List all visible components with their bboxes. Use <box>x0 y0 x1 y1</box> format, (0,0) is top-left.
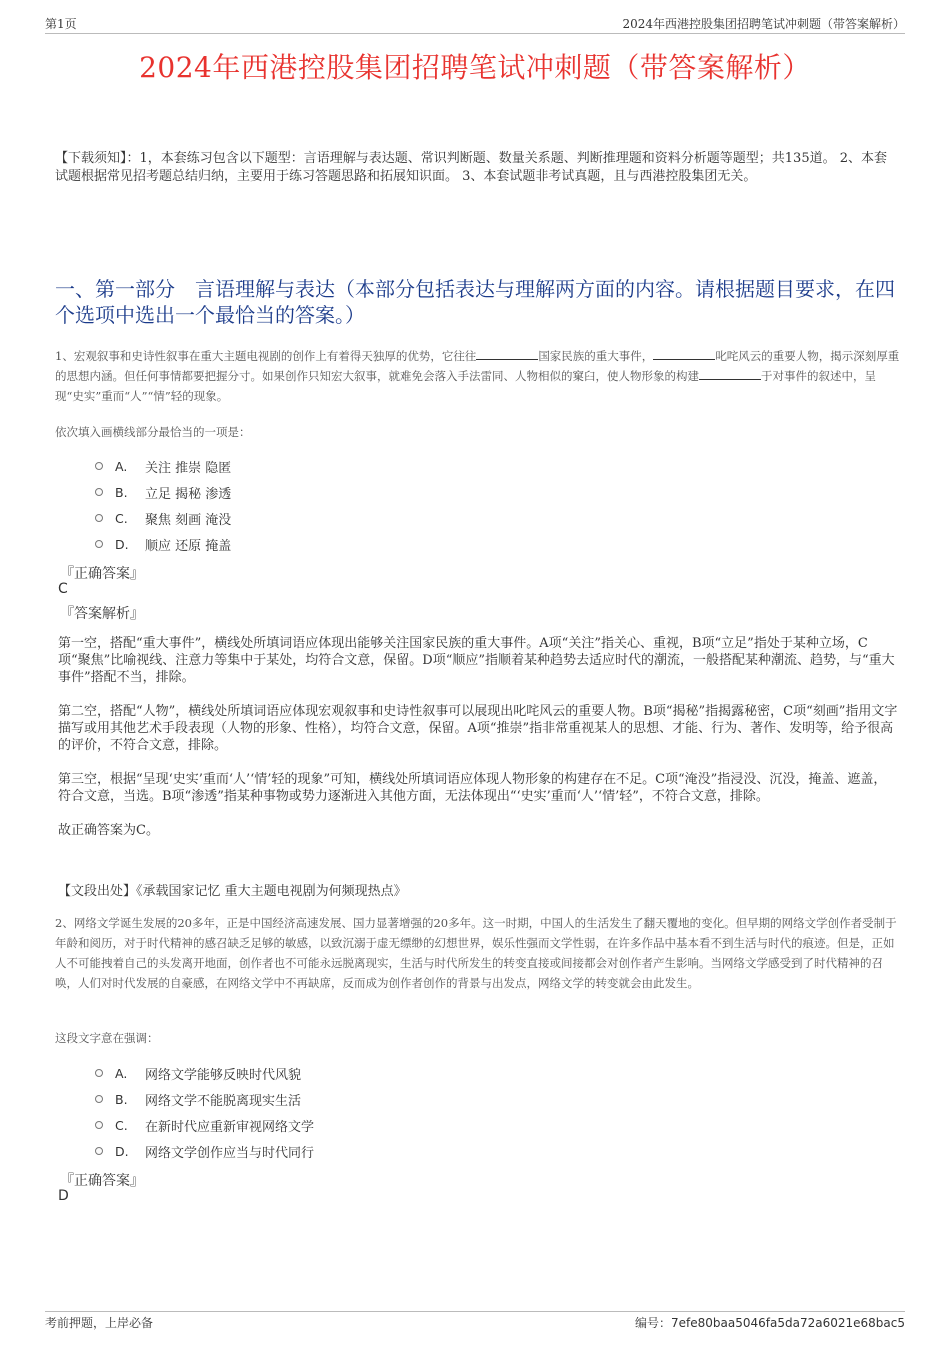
question-1-part2: 国家民族的重大事件， <box>538 349 654 363</box>
answer-label: 『正确答案』 <box>60 566 144 582</box>
analysis-paragraph: 第一空，搭配“重大事件”，横线处所填词语应体现出能够关注国家民族的重大事件。A项“关注”指关心、重视，B项“立足”指处于某种立场，C项“聚焦”比喻视线、注意力等集中于某处，均符合文意，保留。D项“顺应”指顺着某种趋势去适应时代的潮流，一般搭配某种潮流、趋势，与“重大事件”搭配不当，排除。 <box>58 636 895 685</box>
option-a[interactable]: A. 关注 推崇 隐匿 <box>95 453 231 479</box>
analysis-paragraph: 第三空，根据“呈现‘史实’重而‘人’‘情’轻的现象”可知，横线处所填词语应体现人物形象的构建存在不足。C项“淹没”指浸没、沉没，掩盖、遮盖，符合文意，当选。B项“渗透”指某种事物或势力逐渐进入其他方面，无法体现出“‘史实’重而‘人’‘情’轻”，不符合文意，排除。 <box>58 772 887 804</box>
question-2-options <box>95 1060 314 1164</box>
analysis-conclusion: 故正确答案为C。 <box>58 823 159 838</box>
option-b[interactable]: B. 立足 揭秘 渗透 <box>95 479 231 505</box>
analysis-label: 『答案解析』 <box>60 606 144 622</box>
option-d[interactable]: D. 网络文学创作应当与时代同行 <box>95 1138 314 1164</box>
footer-code <box>635 1314 905 1331</box>
header-divider <box>45 33 905 34</box>
question-1-part3: 叱咤风云的重要人物，揭示深刻厚重的思想内涵。但任何事情都要把握分寸。如果创作只知宏大叙事，就难免会落入手法雷同、人物相似的窠臼，使人物形象的构建 <box>55 349 900 383</box>
radio-icon[interactable] <box>95 488 103 496</box>
blank-2 <box>653 347 715 360</box>
radio-icon[interactable] <box>95 1121 103 1129</box>
question-1-part4: 于对事件的叙述中，呈现“史实”重而“人”“情”轻的现象。 <box>55 369 876 403</box>
radio-icon[interactable] <box>95 1095 103 1103</box>
radio-icon[interactable] <box>95 1069 103 1077</box>
option-b[interactable]: B. 网络文学不能脱离现实生活 <box>95 1086 314 1112</box>
answer-value: C <box>58 581 68 597</box>
radio-icon[interactable] <box>95 540 103 548</box>
footer-slogan: 考前押题，上岸必备 <box>45 1316 154 1330</box>
radio-icon[interactable] <box>95 462 103 470</box>
analysis-paragraph: 第二空，搭配“人物”，横线处所填词语应体现宏观叙事和史诗性叙事可以展现出叱咤风云的重要人物。B项“揭秘”指揭露秘密，C项“刻画”指用文字描写或用其他艺术手段表现（人物的形象、性格），均符合文意，保留。A项“推崇”指非常重视某人的思想、才能、行为、著作、发明等，给予很高的评价，不符合文意，排除。 <box>58 704 898 753</box>
footer-code-value: 7efe80baa5046fa5da72a6021e68bac5 <box>671 1316 905 1330</box>
blank-3 <box>699 367 761 380</box>
question-1-options <box>95 453 231 557</box>
question-1-text <box>55 346 900 406</box>
question-2-text: 2、网络文学诞生发展的20多年，正是中国经济高速发展、国力显著增强的20多年。这一时期，中国人的生活发生了翻天覆地的变化。但早期的网络文学创作者受制于年龄和阅历，对于时代精神的感召缺乏足够的敏感，以致沉溺于虚无缥缈的幻想世界，娱乐性强而文学性弱，在许多作品中基本看不到生活与时代的痕迹。但是，正如人不可能拽着自己的头发离开地面，创作者也不可能永远脱离现实，生活与时代所发生的转变直接或间接都会对创作者产生影响。当网络文学感受到了时代精神的召唤，人们对时代发展的自豪感，在网络文学中不再缺席，反而成为创作者创作的背景与出发点，网络文学的转变就会由此发生。 <box>55 916 897 990</box>
document-title: 2024年西港控股集团招聘笔试冲刺题（带答案解析） <box>139 51 811 84</box>
answer-label: 『正确答案』 <box>60 1173 144 1189</box>
radio-icon[interactable] <box>95 1147 103 1155</box>
running-header-title: 2024年西港控股集团招聘笔试冲刺题（带答案解析） <box>622 17 905 31</box>
blank-1 <box>476 347 538 360</box>
download-notice: 【下载须知】：1，本套练习包含以下题型：言语理解与表达题、常识判断题、数量关系题、判断推理题和资料分析题等题型；共135道。 2、本套试题根据常见招考题总结归纳，主要用于练习答题思路和拓展知识面。 3、本套试题非考试真题，且与西港控股集团无关。 <box>55 151 887 184</box>
option-a[interactable]: A. 网络文学能够反映时代风貌 <box>95 1060 314 1086</box>
radio-icon[interactable] <box>95 514 103 522</box>
question-1-part1: 1、宏观叙事和史诗性叙事在重大主题电视剧的创作上有着得天独厚的优势，它往往 <box>55 349 477 363</box>
option-c[interactable]: C. 聚焦 刻画 淹没 <box>95 505 231 531</box>
answer-analysis <box>58 635 898 856</box>
footer-code-label: 编号： <box>635 1316 672 1330</box>
option-d[interactable]: D. 顺应 还原 掩盖 <box>95 531 231 557</box>
page-number: 第1页 <box>45 17 77 31</box>
question-1-prompt: 依次填入画横线部分最恰当的一项是： <box>55 425 251 439</box>
option-c[interactable]: C. 在新时代应重新审视网络文学 <box>95 1112 314 1138</box>
answer-value: D <box>58 1188 69 1204</box>
section-title: 一、第一部分 言语理解与表达（本部分包括表达与理解两方面的内容。请根据题目要求，在四个选项中选出一个最恰当的答案。） <box>55 277 895 327</box>
footer-divider <box>45 1311 905 1312</box>
question-2-prompt: 这段文字意在强调： <box>55 1031 159 1045</box>
text-source: 【文段出处】《承载国家记忆 重大主题电视剧为何频现热点》 <box>58 884 407 899</box>
